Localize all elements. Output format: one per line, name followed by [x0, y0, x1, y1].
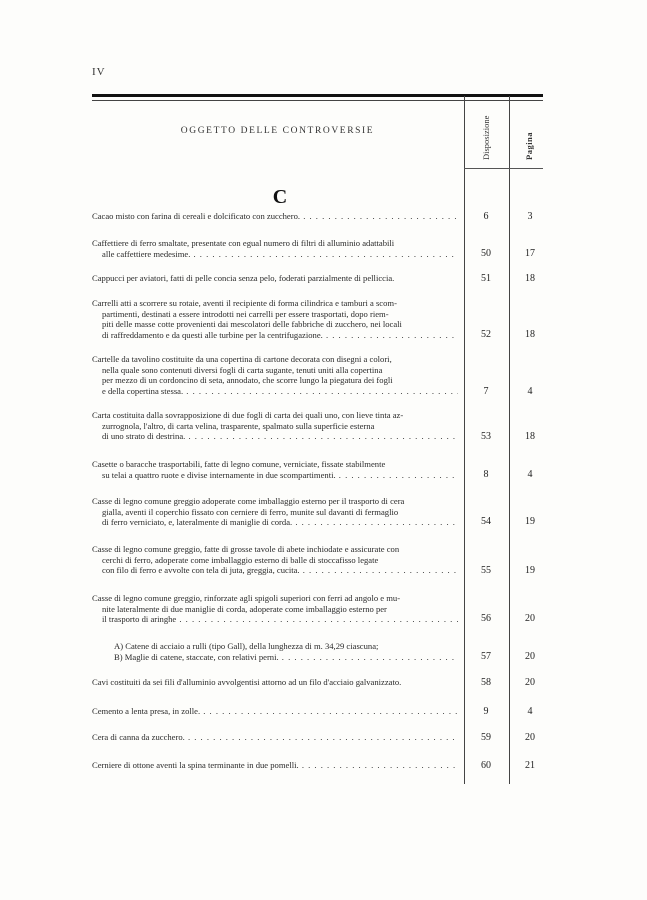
column-header-pagina: Pagina	[524, 131, 534, 160]
entry-line: gialla, aventi il coperchio fissato con cerniere di ferro, munite sul davanti di fermaglio	[102, 506, 399, 517]
entry-line: Casse di legno comune greggio, rinforzate agli spigoli superiori con ferri ad angolo e mu-	[92, 593, 401, 603]
entry-disposizione: 55	[481, 565, 491, 576]
entry-line: con filo di ferro e avvolte con tela di juta, greggia, cucita. . . .	[92, 565, 458, 576]
entry-line: B) Maglie di catene, staccate, con relativi perni. . . .	[92, 652, 458, 663]
entry-disposizione: 53	[481, 431, 491, 442]
entry-line: Cemento a lenta presa, in zolle. . . .	[92, 706, 458, 717]
entry-description	[92, 298, 458, 340]
entry-line: alle caffettiere medesime. . . .	[92, 249, 458, 260]
entry-pagina: 18	[525, 329, 535, 340]
entry-line: A) Catene di acciaio a rulli (tipo Gall), della lunghezza di m. 34,29 ciascuna;	[114, 641, 379, 651]
entry-pagina: 20	[525, 613, 535, 624]
entry-description	[92, 410, 458, 442]
entry-pagina: 20	[525, 677, 535, 688]
entry-line: nella quale sono contenuti diversi fogli di carta sugante, tenuti uniti alla copertina	[102, 364, 383, 375]
entry-description	[92, 544, 458, 576]
entry-disposizione: 8	[483, 469, 489, 480]
entry-description	[92, 354, 458, 396]
entry-description	[92, 760, 458, 771]
entry-pagina: 4	[527, 386, 533, 397]
entry-line: Cera di canna da zucchero. . . .	[92, 732, 458, 743]
entry-line: Carrelli atti a scorrere su rotaie, aventi il recipiente di forma cilindrica e tamburi a scom-	[92, 298, 397, 308]
entry-line: e della copertina stessa. . . .	[92, 386, 458, 397]
entry-description	[92, 496, 458, 528]
entry-disposizione: 7	[483, 386, 489, 397]
entry-line: Casse di legno comune greggio, fatte di grosse tavole di abete inchiodate e assicurate con	[92, 544, 400, 554]
entry-description	[92, 211, 458, 222]
entry-disposizione: 60	[481, 760, 491, 771]
entry-line: Cerniere di ottone aventi la spina terminante in due pomelli. . . .	[92, 760, 458, 771]
header-title: OGGETTO DELLE CONTROVERSIE	[180, 126, 375, 136]
entry-description	[92, 593, 458, 625]
entry-description	[92, 238, 458, 259]
entry-line: piti delle masse cotte provenienti dai mescolatori delle fabbriche di zucchero, nei locali	[102, 319, 402, 330]
entry-pagina: 19	[525, 565, 535, 576]
page-number: IV	[92, 66, 106, 78]
entry-line: cerchi di ferro, adoperate come imballaggio esterno di balle di stoccafisso legate	[102, 554, 379, 565]
entry-disposizione: 51	[481, 273, 491, 284]
entry-disposizione: 52	[481, 329, 491, 340]
entry-line: nite lateralmente di due maniglie di corda, adoperate come imballaggio esterno per	[102, 603, 387, 614]
header-bottom-rule	[464, 168, 543, 169]
entry-pagina: 17	[525, 248, 535, 259]
entry-disposizione: 54	[481, 516, 491, 527]
entry-description	[92, 459, 458, 480]
entry-line: Cappucci per aviatori, fatti di pelle concia senza pelo, foderati parzialmente di pelliccia.	[92, 273, 395, 283]
entry-pagina: 18	[525, 431, 535, 442]
entry-disposizione: 57	[481, 651, 491, 662]
entry-pagina: 21	[525, 760, 535, 771]
entry-pagina: 19	[525, 516, 535, 527]
entry-disposizione: 58	[481, 677, 491, 688]
entry-line: Cacao misto con farina di cereali e dolcificato con zucchero. . . .	[92, 211, 458, 222]
entry-line: di ferro verniciato, e, lateralmente di maniglie di corda. . . .	[92, 517, 458, 528]
entry-line: per mezzo di un cordoncino di seta, annodato, che scorre lungo la piegatura dei fogli	[102, 375, 393, 386]
entry-disposizione: 50	[481, 248, 491, 259]
entry-description	[92, 677, 458, 688]
entry-description	[92, 641, 458, 662]
entry-disposizione: 9	[483, 706, 489, 717]
entry-line: il trasporto di aringhe . . .	[92, 614, 458, 625]
entry-description	[92, 732, 458, 743]
entry-description	[92, 706, 458, 717]
header-rule-thin	[92, 100, 543, 101]
entry-pagina: 4	[527, 706, 533, 717]
entry-pagina: 20	[525, 651, 535, 662]
column-header-disposizione: Disposizione	[481, 115, 491, 160]
section-letter: C	[272, 186, 288, 208]
entry-description	[92, 273, 458, 284]
entry-line: su telai a quattro ruote e divise internamente in due scompartimenti. . . .	[92, 470, 458, 481]
entry-line: Casse di legno comune greggio adoperate come imballaggio esterno per il trasporto di cera	[92, 496, 405, 506]
entry-disposizione: 56	[481, 613, 491, 624]
header-rule-thick	[92, 94, 543, 97]
entry-disposizione: 59	[481, 732, 491, 743]
entry-line: partimenti, destinati a essere introdotti nei carrelli per essere trasportati, dopo riem-	[102, 308, 389, 319]
entry-pagina: 3	[527, 211, 533, 222]
entry-line: Cavi costituiti da sei fili d'alluminio avvolgentisi attorno ad un filo d'acciaio galvanizzato.	[92, 677, 402, 687]
entry-disposizione: 6	[483, 211, 489, 222]
entry-line: Carta costituita dalla sovrapposizione di due fogli di carta dei quali uno, con lieve tinta az-	[92, 410, 404, 420]
entry-pagina: 20	[525, 732, 535, 743]
entry-pagina: 4	[527, 469, 533, 480]
entry-line: Casette o baracche trasportabili, fatte di legno comune, verniciate, fissate stabilmente	[92, 459, 386, 469]
entry-line: di uno strato di destrina. . . .	[92, 431, 458, 442]
entry-line: di raffreddamento e da questi alle turbine per la centrifugazione. . . .	[92, 330, 458, 341]
entry-line: Caffettiere di ferro smaltate, presentate con egual numero di filtri di alluminio adattabili	[92, 238, 395, 248]
entry-pagina: 18	[525, 273, 535, 284]
entry-line: zurrognola, l'altro, di carta velina, trasparente, spalmato sulla superficie esterna	[102, 420, 375, 431]
entry-line: Cartelle da tavolino costituite da una copertina di cartone decorata con disegni a colori,	[92, 354, 392, 364]
